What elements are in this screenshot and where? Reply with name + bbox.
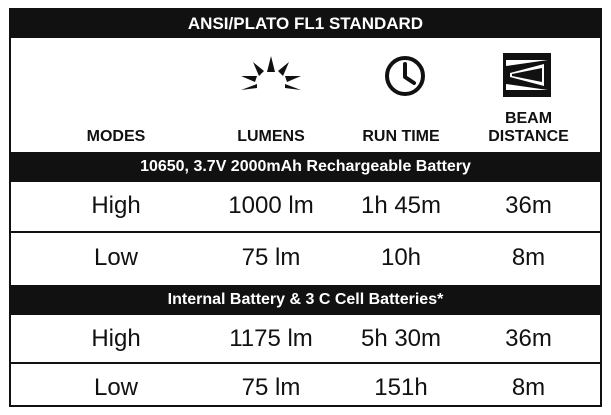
cell-lumens: 75 lm — [241, 244, 301, 271]
header-runtime-label: RUN TIME — [362, 128, 440, 145]
header-beam — [471, 38, 586, 152]
header-beam-line2: DISTANCE — [488, 128, 569, 145]
cell-beam: 8m — [511, 374, 546, 401]
header-runtime — [341, 38, 461, 152]
cell-mode: Low — [93, 244, 139, 271]
cell-runtime: 151h — [374, 374, 428, 401]
cell-mode: High — [91, 325, 141, 352]
header-modes-label: MODES — [86, 128, 146, 145]
cell-runtime: 5h 30m — [360, 325, 442, 352]
clock-icon — [383, 54, 427, 98]
section-title: Internal Battery & 3 C Cell Batteries* — [11, 285, 600, 315]
table-row — [11, 364, 600, 412]
table-title: ANSI/PLATO FL1 STANDARD — [11, 10, 600, 38]
header-row — [11, 38, 600, 152]
cell-mode: Low — [93, 374, 139, 401]
cell-beam: 8m — [511, 244, 546, 271]
header-lumens — [196, 38, 346, 152]
cell-lumens: 75 lm — [241, 374, 301, 401]
cell-mode: High — [91, 192, 141, 219]
header-modes — [51, 38, 181, 152]
header-lumens-label: LUMENS — [237, 128, 305, 145]
spec-table — [9, 8, 602, 407]
cell-lumens: 1175 lm — [229, 325, 313, 352]
cell-runtime: 1h 45m — [360, 192, 442, 219]
table-row — [11, 182, 600, 230]
row-divider — [11, 231, 600, 233]
cell-lumens: 1000 lm — [228, 192, 314, 219]
cell-runtime: 10h — [380, 244, 422, 271]
cell-beam: 36m — [505, 325, 552, 352]
section-title: 10650, 3.7V 2000mAh Rechargeable Battery — [11, 152, 600, 182]
cell-beam: 36m — [505, 192, 552, 219]
table-row — [11, 234, 600, 282]
sun-burst-icon — [239, 54, 303, 94]
beam-distance-icon — [502, 52, 552, 98]
header-beam-line1: BEAM — [504, 110, 553, 127]
table-row — [11, 315, 600, 363]
header-beam-label — [471, 110, 586, 146]
